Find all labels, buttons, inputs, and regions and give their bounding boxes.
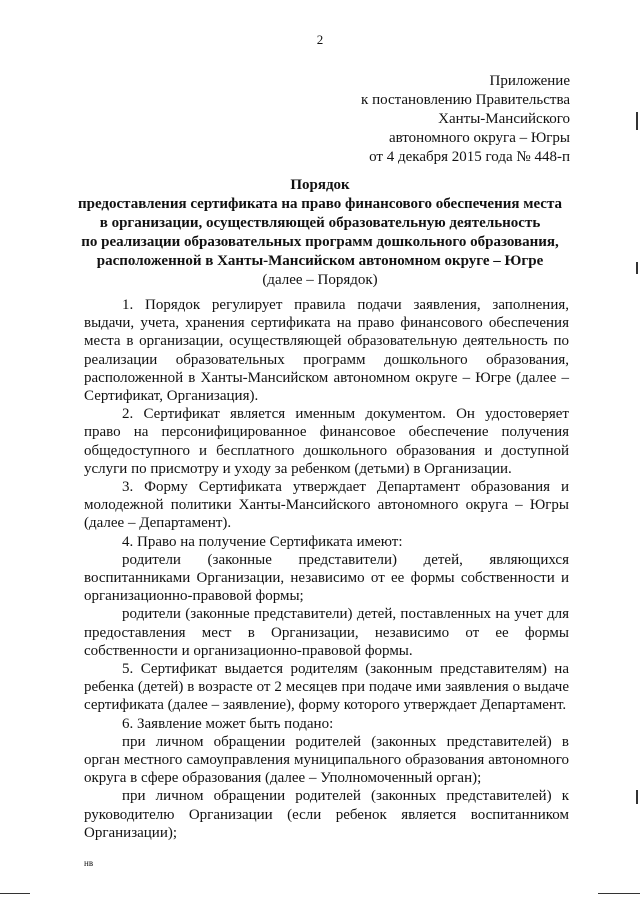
title-line: в организации, осуществляющей образовательную деятельность — [99, 215, 541, 231]
scan-edge-mark — [636, 790, 638, 804]
paragraph: 6. Заявление может быть подано: — [122, 715, 334, 732]
scan-edge-mark — [598, 893, 640, 894]
appendix-line: автономного округа – Югры — [388, 130, 570, 146]
paragraph: 4. Право на получение Сертификата имеют: — [122, 533, 403, 550]
scan-edge-mark — [636, 262, 638, 274]
paragraph: родители (законные представители) детей, являющихся воспитанниками Организации, независимо от ее формы собственности и организационно-правовой формы; — [84, 551, 569, 605]
paragraph: 2. Сертификат является именным документом. Он удостоверяет право на персонифицированное финансовое обеспечение получения общедоступного и бесплатного дошкольного образования и доступной услуги по присмотру и уходу за ребенком (детьми) в Организации. — [84, 406, 569, 477]
scan-edge-mark — [636, 112, 638, 130]
title-line: по реализации образовательных программ дошкольного образования, — [81, 234, 559, 250]
document-title — [70, 176, 570, 290]
appendix-block — [270, 72, 570, 167]
paragraph: 5. Сертификат выдается родителям (законным представителям) на ребенка (детей) в возрасте от 2 месяцев при подаче ими заявления о выдаче сертификата (далее – заявление), форму которого утверждает Департамент. — [84, 661, 569, 714]
paragraph: 3. Форму Сертификата утверждает Департамент образования и молодежной политики Ханты-Мансийского автономного округа – Югры (далее – Департамент). — [84, 479, 569, 532]
page-number: 2 — [316, 32, 324, 47]
paragraph: при личном обращении родителей (законных представителей) к руководителю Организации (если ребенок является воспитанником Организации); — [84, 788, 569, 841]
paragraph: родители (законные представители) детей, поставленных на учет для предоставления мест в Организации, независимо от ее формы собственности и организационно-правовой формы. — [84, 606, 569, 659]
appendix-line: Ханты-Мансийского — [438, 111, 570, 127]
appendix-line: Приложение — [489, 73, 570, 89]
appendix-line: к постановлению Правительства — [361, 92, 570, 108]
paragraph: 1. Порядок регулирует правила подачи заявления, заполнения, выдачи, учета, хранения сертификата на право финансового обеспечения места в организации, осуществляющей образовательную деятельность по реализации образовательных программ дошкольного образования, расположенной в Ханты-Мансийском автономном округе – Югре (далее – Сертификат, Организация). — [84, 297, 569, 405]
title-line: предоставления сертификата на право финансового обеспечения места — [77, 196, 563, 212]
paragraph: при личном обращении родителей (законных представителей) в орган местного самоуправления муниципального образования автономного округа в сфере образования (далее – Уполномоченный орган); — [84, 733, 569, 787]
title-note: (далее – Порядок) — [262, 272, 378, 288]
scan-edge-mark — [0, 893, 30, 894]
document-body — [84, 296, 569, 842]
title-heading: Порядок — [290, 177, 350, 193]
footer-mark: нв — [84, 858, 94, 868]
appendix-line: от 4 декабря 2015 года № 448-п — [369, 149, 570, 165]
title-line: расположенной в Ханты-Мансийском автономном округе – Югре — [96, 253, 544, 269]
